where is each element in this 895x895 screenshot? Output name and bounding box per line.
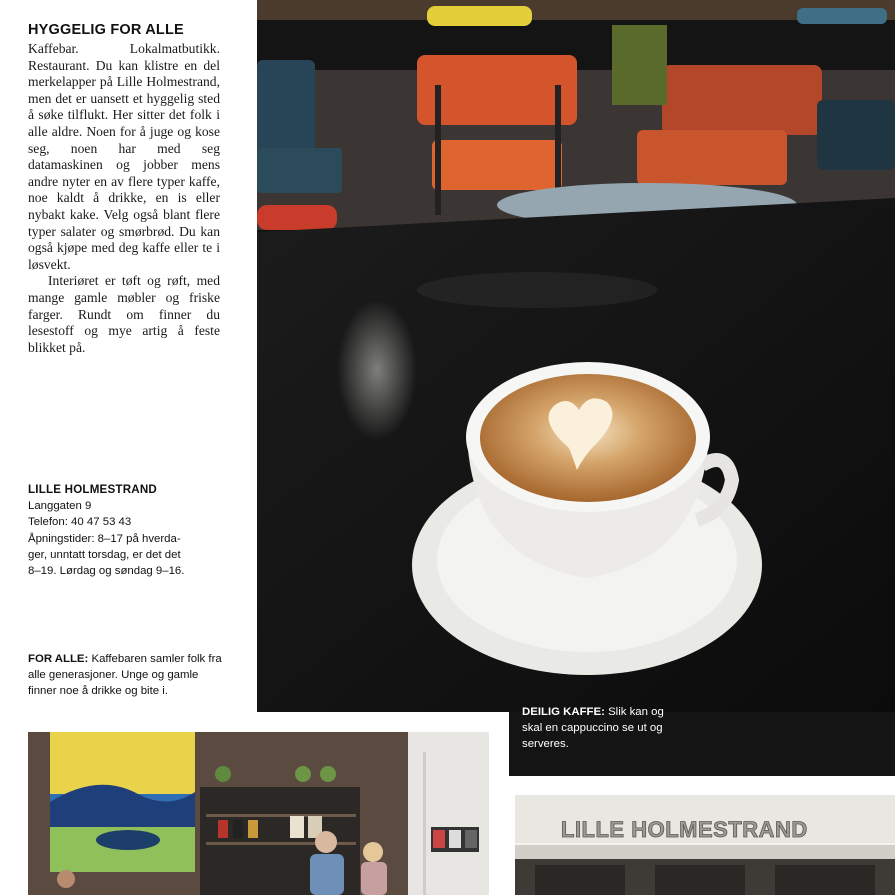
caption-text: Kaffebaren samler folk fra alle generasjoner. Unge og gamle finner noe å drikke og bite i. bbox=[28, 653, 222, 698]
storefront-photo bbox=[515, 795, 895, 895]
venue-phone: Telefon: 40 47 53 43 bbox=[28, 516, 132, 529]
coffee-caption-box bbox=[509, 706, 895, 776]
article-headline: HYGGELIG FOR ALLE bbox=[28, 22, 184, 38]
store-sign: LILLE HOLMESTRAND bbox=[561, 817, 808, 842]
coffee-photo-illustration bbox=[257, 0, 895, 712]
article-column bbox=[28, 22, 220, 356]
venue-info bbox=[28, 482, 228, 579]
venue-name: LILLE HOLMESTRAND bbox=[28, 483, 157, 496]
venue-hours-3: 8–19. Lørdag og søndag 9–16. bbox=[28, 565, 185, 578]
caption-text: Slik kan og skal en cappuccino se ut og serveres. bbox=[522, 706, 664, 751]
interior-photo-illustration bbox=[28, 732, 489, 895]
coffee-photo bbox=[257, 0, 895, 712]
storefront-illustration bbox=[515, 795, 895, 895]
article-paragraph-1: Kaffebar. Lokalmatbutikk. Restaurant. Du kan klistre en del merkelapper på Lille Holmestrand, men det er uansett et hyggelig sted å søke tilflukt. Her sitter det folk i alle aldre. Noen for å juge og kose seg, noen har med seg datamaskinen og jobber mens andre nyter en av flere typer kaffe, noe kaldt å drikke, en is eller nybakt kake. Velg også blant flere typer salater og smørbrød. Du kan også kjøpe med deg kaffe eller te i løsvekt. bbox=[28, 41, 220, 272]
venue-address: Langgaten 9 bbox=[28, 500, 92, 513]
caption-for-alle bbox=[28, 651, 228, 700]
caption-lead: DEILIG KAFFE: bbox=[522, 706, 605, 718]
caption-deilig-kaffe bbox=[522, 704, 672, 753]
caption-lead: FOR ALLE: bbox=[28, 653, 89, 665]
article-paragraph-2: Interiøret er tøft og røft, med mange gamle møbler og friske farger. Rundt om finner du lesestoff og mye artig å feste blikket på. bbox=[28, 273, 220, 355]
venue-hours-1: Åpningstider: 8–17 på hverda- bbox=[28, 532, 181, 545]
venue-hours-2: ger, unntatt torsdag, er det det bbox=[28, 548, 181, 561]
interior-photo bbox=[28, 732, 489, 895]
